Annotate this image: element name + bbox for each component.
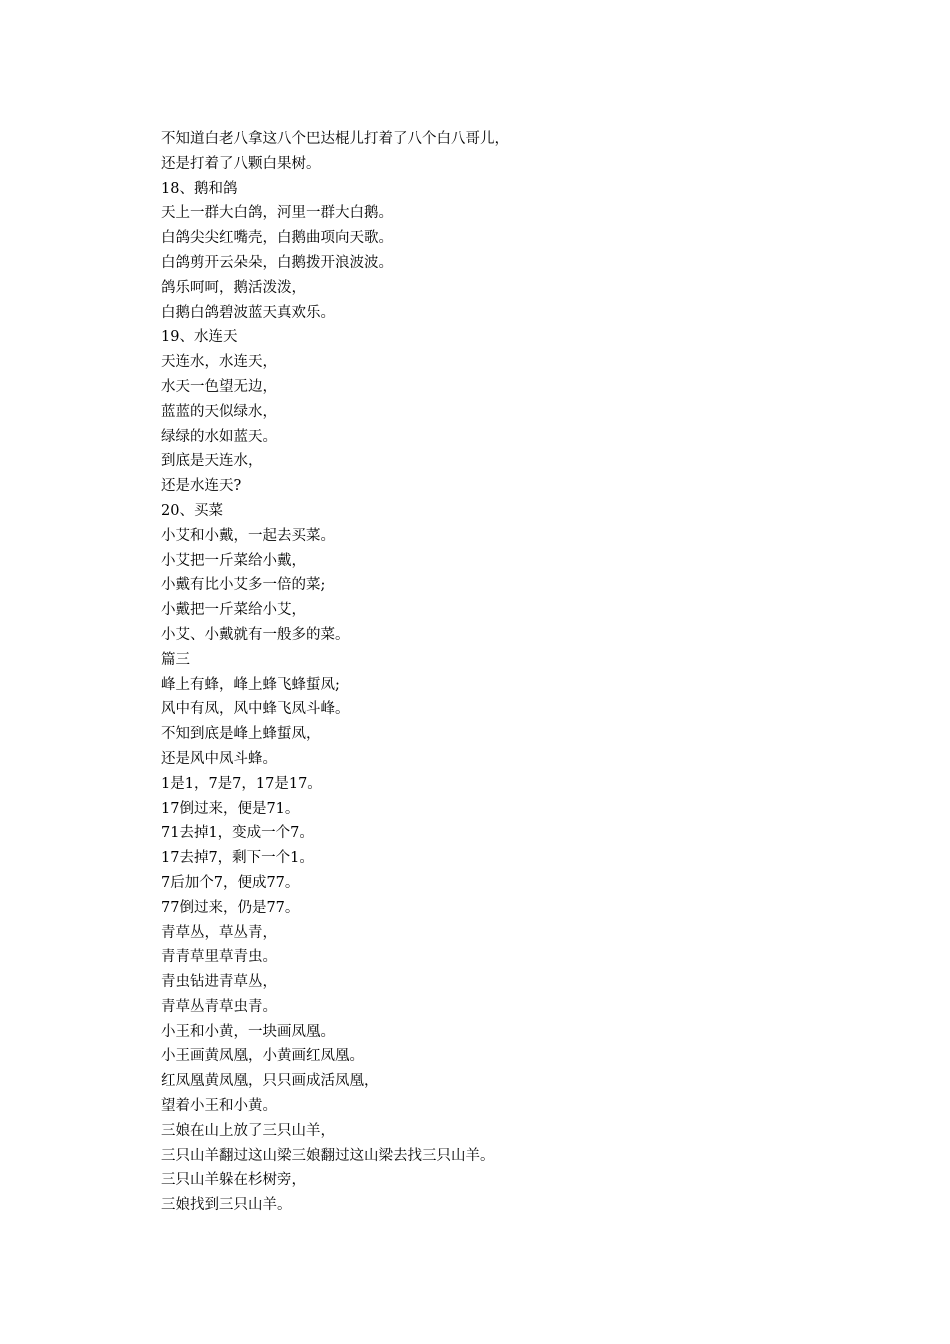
text-line: 白鸽尖尖红嘴壳，白鹅曲项向天歌。 bbox=[161, 230, 393, 247]
text-body bbox=[161, 127, 881, 1218]
text-line: 20、买菜 bbox=[161, 502, 223, 519]
text-line: 18、鹅和鸽 bbox=[161, 180, 238, 197]
text-line: 青虫钻进青草丛， bbox=[161, 974, 277, 991]
text-line: 1是1，7是7，17是17。 bbox=[161, 775, 322, 792]
text-line: 青草丛，草丛青， bbox=[161, 924, 277, 941]
text-line: 还是风中凤斗蜂。 bbox=[161, 750, 277, 767]
text-line: 不知到底是峰上蜂蜇凤， bbox=[161, 726, 321, 743]
text-line: 小艾把一斤菜给小戴， bbox=[161, 552, 306, 569]
text-line: 19、水连天 bbox=[161, 329, 238, 346]
text-line: 7后加个7，便成77。 bbox=[161, 874, 300, 891]
text-line: 水天一色望无边， bbox=[161, 378, 277, 395]
text-line: 绿绿的水如蓝天。 bbox=[161, 428, 277, 445]
text-line: 17倒过来，便是71。 bbox=[161, 800, 300, 817]
text-line: 还是水连天? bbox=[161, 478, 242, 495]
text-line: 小戴把一斤菜给小艾， bbox=[161, 602, 306, 619]
text-line: 三娘找到三只山羊。 bbox=[161, 1197, 292, 1214]
text-line: 小艾和小戴，一起去买菜。 bbox=[161, 527, 335, 544]
text-line: 小王和小黄，一块画凤凰。 bbox=[161, 1023, 335, 1040]
text-line: 小王画黄凤凰，小黄画红凤凰。 bbox=[161, 1048, 364, 1065]
text-line: 天上一群大白鸽，河里一群大白鹅。 bbox=[161, 205, 393, 222]
text-line: 白鸽剪开云朵朵，白鹅拨开浪波波。 bbox=[161, 254, 393, 271]
text-line: 小戴有比小艾多一倍的菜; bbox=[161, 577, 326, 594]
text-line: 小艾、小戴就有一般多的菜。 bbox=[161, 626, 350, 643]
text-line: 还是打着了八颗白果树。 bbox=[161, 155, 321, 172]
text-line: 望着小王和小黄。 bbox=[161, 1098, 277, 1115]
text-line: 风中有凤，风中蜂飞凤斗峰。 bbox=[161, 701, 350, 718]
text-line: 17去掉7，剩下一个1。 bbox=[161, 850, 314, 867]
text-line: 到底是天连水， bbox=[161, 453, 263, 470]
text-line: 71去掉1，变成一个7。 bbox=[161, 825, 314, 842]
text-line: 三娘在山上放了三只山羊， bbox=[161, 1122, 335, 1139]
text-line: 青青草里草青虫。 bbox=[161, 949, 277, 966]
text-line: 红凤凰黄凤凰，只只画成活凤凰， bbox=[161, 1073, 379, 1090]
text-line: 峰上有蜂，峰上蜂飞蜂蜇凤; bbox=[161, 676, 340, 693]
text-line: 蓝蓝的天似绿水， bbox=[161, 403, 277, 420]
text-line: 77倒过来，仍是77。 bbox=[161, 899, 300, 916]
text-line: 篇三 bbox=[161, 651, 190, 668]
text-line: 鸽乐呵呵，鹅活泼泼， bbox=[161, 279, 306, 296]
text-line: 天连水，水连天， bbox=[161, 354, 277, 371]
text-line: 青草丛青草虫青。 bbox=[161, 998, 277, 1015]
text-line: 三只山羊翻过这山梁三娘翻过这山梁去找三只山羊。 bbox=[161, 1147, 495, 1164]
text-line: 白鹅白鸽碧波蓝天真欢乐。 bbox=[161, 304, 335, 321]
text-line: 三只山羊躲在杉树旁， bbox=[161, 1172, 306, 1189]
text-line: 不知道白老八拿这八个巴达棍儿打着了八个白八哥儿， bbox=[161, 131, 509, 147]
